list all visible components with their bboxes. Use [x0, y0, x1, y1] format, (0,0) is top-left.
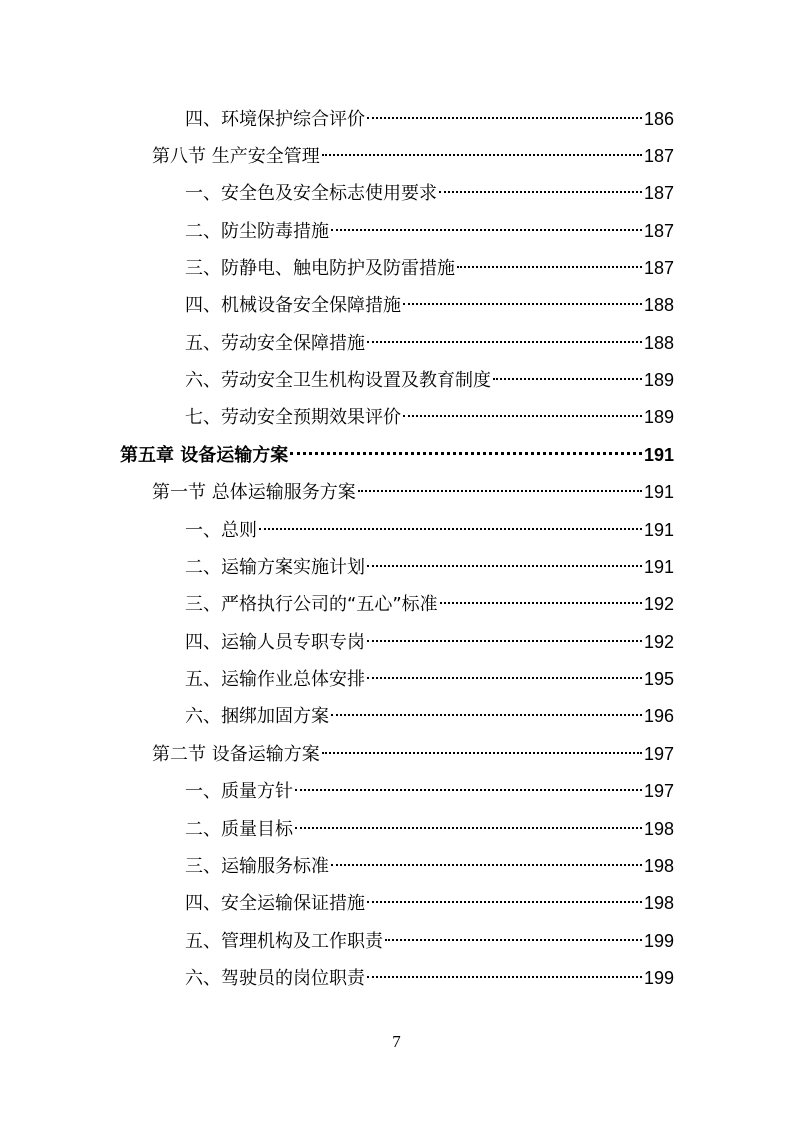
toc-entry-label: 四、环境保护综合评价: [185, 109, 365, 130]
toc-entry[interactable]: [185, 888, 674, 918]
toc-entry[interactable]: [185, 589, 674, 619]
dot-leader: [295, 827, 642, 829]
toc-entry[interactable]: [185, 104, 674, 134]
toc-entry-label: 二、运输方案实施计划: [185, 557, 365, 578]
toc-entry[interactable]: [185, 963, 674, 993]
toc-entry[interactable]: [152, 477, 674, 507]
toc-entry[interactable]: [152, 739, 674, 769]
dot-leader: [331, 714, 642, 716]
toc-entry-label: 七、劳动安全预期效果评价: [185, 407, 401, 428]
dot-leader: [295, 789, 642, 791]
toc-entry-label: 第五章 设备运输方案: [120, 445, 289, 466]
toc-entry[interactable]: [185, 701, 674, 731]
toc-entry[interactable]: [185, 552, 674, 582]
toc-entry-label: 第一节 总体运输服务方案: [152, 482, 356, 503]
toc-entry-label: 四、安全运输保证措施: [185, 893, 365, 914]
toc-entry-label: 一、质量方针: [185, 781, 293, 802]
toc-entry-page: 195: [643, 669, 674, 689]
toc-entry-label: 三、防静电、触电防护及防雷措施: [185, 258, 455, 279]
toc-entry-label: 六、捆绑加固方案: [185, 706, 329, 727]
toc-entry-page: 188: [643, 295, 674, 315]
toc-entry-page: 198: [643, 819, 674, 839]
toc-entry-page: 192: [643, 632, 674, 652]
toc-entry-label: 一、总则: [185, 520, 257, 541]
dot-leader: [367, 640, 642, 642]
toc-entry-page: 187: [643, 183, 674, 203]
toc-entry-label: 六、驾驶员的岗位职责: [185, 968, 365, 989]
toc-entry-label: 二、质量目标: [185, 819, 293, 840]
toc-entry-page: 198: [643, 893, 674, 913]
toc-entry-page: 191: [643, 445, 674, 465]
toc-entry[interactable]: [185, 776, 674, 806]
toc-entry-label: 三、运输服务标准: [185, 856, 329, 877]
dot-leader: [331, 229, 642, 231]
dot-leader: [367, 117, 642, 119]
dot-leader: [457, 266, 642, 268]
dot-leader: [493, 378, 642, 380]
toc-entry-page: 187: [643, 221, 674, 241]
page-number: 7: [392, 1032, 401, 1051]
dot-leader: [367, 677, 642, 679]
dot-leader: [439, 191, 642, 193]
toc-entry-page: 191: [643, 557, 674, 577]
toc-entry[interactable]: [185, 290, 674, 320]
toc-entry-page: 192: [643, 594, 674, 614]
toc-entry-page: 196: [643, 706, 674, 726]
toc-entry[interactable]: [185, 402, 674, 432]
toc-entry-label: 五、管理机构及工作职责: [185, 931, 383, 952]
toc-entry[interactable]: [185, 178, 674, 208]
toc-entry[interactable]: [152, 141, 674, 171]
toc-entry-page: 199: [643, 931, 674, 951]
dot-leader: [259, 528, 642, 530]
toc-entry-label: 六、劳动安全卫生机构设置及教育制度: [185, 370, 491, 391]
toc-entry-label: 五、劳动安全保障措施: [185, 333, 365, 354]
toc-entry[interactable]: [185, 851, 674, 881]
dot-leader: [290, 452, 642, 455]
toc-entry-page: 188: [643, 333, 674, 353]
dot-leader: [331, 864, 642, 866]
toc-entry[interactable]: [185, 627, 674, 657]
toc-entry-page: 198: [643, 856, 674, 876]
dot-leader: [358, 490, 642, 492]
dot-leader: [367, 565, 642, 567]
toc-entry[interactable]: [185, 664, 674, 694]
toc-entry[interactable]: [185, 216, 674, 246]
dot-leader: [403, 415, 642, 417]
toc-chapter-entry[interactable]: [120, 440, 674, 470]
toc-entry[interactable]: [185, 253, 674, 283]
toc-entry[interactable]: [185, 328, 674, 358]
toc-entry-page: 189: [643, 370, 674, 390]
toc-entry[interactable]: [185, 515, 674, 545]
dot-leader: [403, 303, 642, 305]
toc-entry-label: 四、机械设备安全保障措施: [185, 295, 401, 316]
toc-entry-page: 191: [643, 520, 674, 540]
toc-entry[interactable]: [185, 814, 674, 844]
dot-leader: [322, 154, 642, 156]
dot-leader: [367, 976, 642, 978]
toc-entry-label: 一、安全色及安全标志使用要求: [185, 183, 437, 204]
toc-entry-page: 197: [643, 744, 674, 764]
dot-leader: [385, 939, 642, 941]
dot-leader: [322, 752, 642, 754]
dot-leader: [367, 341, 642, 343]
toc-entry-label: 五、运输作业总体安排: [185, 669, 365, 690]
toc-entry-page: 189: [643, 407, 674, 427]
toc-entry[interactable]: [185, 926, 674, 956]
toc-entry-label: 三、严格执行公司的“五心”标准: [185, 594, 438, 615]
toc-entry-page: 197: [643, 781, 674, 801]
toc-entry-page: 187: [643, 258, 674, 278]
toc-entry-page: 191: [643, 482, 674, 502]
toc-entry-label: 第二节 设备运输方案: [152, 744, 320, 765]
toc-entry-page: 187: [643, 146, 674, 166]
toc-entry[interactable]: [185, 365, 674, 395]
dot-leader: [367, 901, 642, 903]
toc-entry-page: 186: [643, 109, 674, 129]
toc-entry-label: 四、运输人员专职专岗: [185, 632, 365, 653]
toc-entry-label: 二、防尘防毒措施: [185, 221, 329, 242]
toc-entry-page: 199: [643, 968, 674, 988]
dot-leader: [440, 602, 642, 604]
toc-entry-label: 第八节 生产安全管理: [152, 146, 320, 167]
